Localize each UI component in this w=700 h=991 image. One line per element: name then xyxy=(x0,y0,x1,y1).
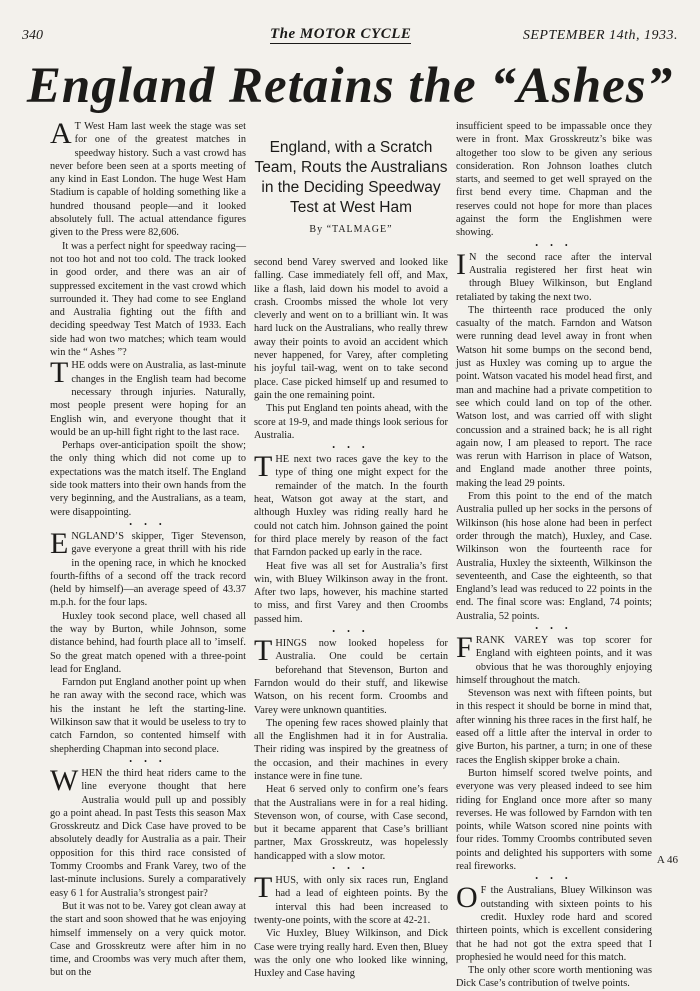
paragraph-text: RANK VAREY was top scorer for England with eighteen points, and it was obvious that he was thoroughly enjoying himself throughout the match. xyxy=(456,634,652,686)
paragraph-text: T West Ham last week the stage was set for one of the greatest matches in speedway history. Such a vast crowd has never before been seen at a sports meeting of any kind in East London. The huge West Ham Stadium is capable of holding something like a hundred thousand people—and it looked absolutely full. The actual attendance figures given to the Press were 82,606. xyxy=(50,121,246,239)
paragraph-text: HE odds were on Australia, as last-minute changes in the English team had become necessary through injuries. Naturally, most people present were hoping for an English win, and everyone thought that it would be an up-hill fight right to the last race. xyxy=(50,360,246,438)
paragraph-text: N the second race after the interval Australia registered her first heat win through Bluey Wilkinson, but England retaliated by taking the next two. xyxy=(456,251,652,303)
paragraph-text: Stevenson was next with fifteen points, but in this respect it should be borne in mind that, after winning his three races in the first half, he eased off a little after the interval in order to give Burton, his partner, a turn; in one of these races the English skipper broke a chain. xyxy=(456,688,652,766)
paragraph xyxy=(456,304,652,490)
article-deck xyxy=(254,138,448,252)
paragraph-text: HE next two races gave the key to the type of thing one might expect for the remainder of the match. In the fourth heat, Watson got away at the start, and although Huxley was riding really hard he could not catch him. Johnson gained the point for third place merely by reason of the fact that Farndon packed up early in the race. xyxy=(254,454,448,559)
section-separator: • • • xyxy=(129,756,167,766)
paragraph xyxy=(456,964,652,991)
paragraph xyxy=(456,120,652,240)
section-separator: • • • xyxy=(535,874,573,884)
byline: By “TALMAGE” xyxy=(309,224,393,235)
paragraph xyxy=(50,117,246,240)
paragraph-text: NGLAND’S skipper, Tiger Stevenson, gave everyone a great thrill with his ride in the opening race, in which he knocked fourth-fifths of a second off the track record (held by himself)—an average speed of 43.37 m.p.h. for the four laps. xyxy=(50,530,246,609)
paragraph-text: The only other score worth mentioning was Dick Case’s contribution of twelve points. xyxy=(456,965,652,990)
paragraph-text: The opening few races showed plainly that all the Englishmen had it in for Australia. Their riding was inspired by the greatness of the occasion, and their machines in every instance were in fine tune. xyxy=(254,717,448,782)
paragraph-text: Vic Huxley, Bluey Wilkinson, and Dick Case were trying really hard. Even then, Bluey was the only one who looked like winning, Huxley and Case having xyxy=(254,928,448,980)
section-separator: • • • xyxy=(332,443,370,453)
paragraph xyxy=(50,763,246,900)
paragraph-text: Heat 6 served only to confirm one’s fears that the Australians were in for a real hiding. Stevenson won, of course, with Case second, but it became apparent that Case’s brilliant partner, Max Grosskreutz, was hopelessly handicapped with a slow motor. xyxy=(254,784,448,862)
paragraph xyxy=(456,767,652,873)
paragraph xyxy=(254,450,448,559)
paragraph xyxy=(50,900,246,980)
article-title: England Retains the “Ashes” xyxy=(26,58,674,114)
section-separator: • • • xyxy=(332,864,370,874)
paragraph-text: HINGS now looked hopeless for Australia. One could be certain beforehand that Stevenson, Burton and Farndon would do their stuff, and likewise Watson, on his recent form. Croombs and Varey were unknown quantities. xyxy=(254,638,448,716)
drop-cap: T xyxy=(254,871,273,905)
paragraph xyxy=(254,717,448,783)
deck-text: England, with a Scratch Team, Routs the Australians in the Deciding Speedway Test at West Ham xyxy=(254,139,448,216)
paragraph xyxy=(50,356,246,439)
paragraph xyxy=(50,676,246,756)
page-reference: A 46 xyxy=(656,854,678,866)
drop-cap: I xyxy=(456,247,466,281)
paragraph xyxy=(456,247,652,304)
paragraph-text: But it was not to be. Varey got clean away at the start and soon showed that he was enjoying himself immensely on a very quick motor. Case and Grosskreutz were after him in no time, and Croombs was very much after them, but on the xyxy=(50,900,246,979)
paragraph-text: Heat five was all set for Australia’s first win, with Bluey Wilkinson away in the front. After two laps, however, his machine started to miss, and first Varey and then Croombs passed him. xyxy=(254,560,448,625)
paragraph xyxy=(50,240,246,360)
paragraph-text: second bend Varey swerved and looked like falling. Case immediately fell off, and Max, like a flash, laid down his model to avoid a crash. Croombs missed the whole lot very cleverly and went on to a brilliant win. It was hard luck on the Australians, who really threw away their points to avoid an accident which never happened, for Varey, after completing his joyful tail-wag, went on to take second place. Case picked himself up and resumed to gain the one remaining point. xyxy=(254,257,448,401)
drop-cap: O xyxy=(456,881,478,915)
paragraph xyxy=(254,634,448,717)
paragraph xyxy=(456,630,652,687)
paragraph xyxy=(50,610,246,676)
paragraph-text: Huxley took second place, well chased all the way by Burton, while Johnson, some distance behind, had fourth place all to ’imself. So the great match opened with a three-point lead for England. xyxy=(50,610,246,675)
paragraph-text: From this point to the end of the match Australia pulled up her socks in the persons of Wilkinson (his hose alone had been in perfect order through the match), Huxley, and Case. Wilkinson won the fourteenth race for Australia, Huxley the sixteenth, Wilkinson the seventeenth, and Case the eighteenth, so that England’s lead was reduced to 22 points in the end. The final score was: England, 74 points; Australia, 52 points. xyxy=(456,491,652,622)
running-header xyxy=(22,28,678,48)
paragraph xyxy=(254,402,448,442)
drop-cap: T xyxy=(50,356,69,390)
column-3 xyxy=(456,120,652,990)
drop-cap: T xyxy=(254,450,273,484)
paragraph-text: insufficient speed to be impassable once they were in front. Max Grosskreutz’s bike was altogether too slow to be given any serious consideration. Ron Johnson loathes clutch starts, and seemed to get well sprayed on the first bend every time. Chapman and the reserves could not hope for more than places against the form the Englishmen were showing. xyxy=(456,121,652,239)
paragraph-text: This put England ten points ahead, with the score at 19-9, and made things look serious for Australia. xyxy=(254,403,448,441)
paragraph-text: HEN the third heat riders came to the line everyone thought that here Australia would pull up and possibly go a point ahead. In past Tests this season Max Grosskreutz and Dick Case have proved to be absolutely deadly for Australia as a pair. Their opposition for this third race consisted of Tommy Croombs and Frank Varey, two of the last-minute inclusions. Surely a comparatively easy 6 1 for Australia’s strongest pair? xyxy=(50,767,246,899)
paragraph xyxy=(50,439,246,519)
paragraph-text: It was a perfect night for speedway racing—not too hot and not too cold. The track looked in good order, and there was an air of suppressed excitement in the vast crowd which surrounded it. They had come to see England and Australia fighting out the fifth and deciding speedway Test Match of 1933. Each side had won two matches; which team would win the “ Ashes ”? xyxy=(50,240,246,359)
page-number: 340 xyxy=(22,28,43,43)
drop-cap: F xyxy=(456,630,473,664)
paragraph xyxy=(456,881,652,964)
section-separator: • • • xyxy=(535,240,573,250)
magazine-masthead: The MOTOR CYCLE xyxy=(270,26,412,42)
section-separator: • • • xyxy=(332,627,370,637)
paragraph-text: The thirteenth race produced the only casualty of the match. Farndon and Watson were running dead level away in front when Watson hit some bumps on the second bend, just as Huxley was coming up to argue the point. Watson vacated his model head first, and man and machine had a private competition to see which could land on top of the other. Watson lost, and was carried off with slight concussion and a strained back; he is all right again now, I am pleased to report. The race was rerun with Harrison in place of Watson, and England made another three points, making the lead 29 points. xyxy=(456,304,652,489)
paragraph-text: Burton himself scored twelve points, and everyone was very pleased indeed to see him riding for England once more after so many reverses. He was followed by Farndon with ten points, while Watson scored nine points with four rides. Tommy Croombs contributed seven points and delighted his supporters with some real fireworks. xyxy=(456,767,652,873)
paragraph-text: HUS, with only six races run, England had a lead of eighteen points. By the interval this had been increased to twenty-one points, with the score at 42-21. xyxy=(254,875,448,926)
paragraph xyxy=(254,256,448,402)
paragraph xyxy=(254,783,448,863)
paragraph xyxy=(254,560,448,626)
column-1 xyxy=(50,117,246,979)
paragraph xyxy=(254,871,448,927)
paragraph-text: Perhaps over-anticipation spoilt the show; the only thing which did not come up to expectations was the match itself. The England side took matters into their own hands from the very beginning, and the Australians, as a team, were disappointing. xyxy=(50,440,246,518)
drop-cap: E xyxy=(50,526,69,560)
drop-cap: T xyxy=(254,634,273,668)
paragraph xyxy=(254,927,448,980)
paragraph xyxy=(456,490,652,623)
paragraph-text: Farndon put England another point up when he ran away with the second race, which was his the instant he left the starting-line. Wilkinson saw that it would be useless to try to catch Farndon, so contented himself with shepherding Chapman into second place. xyxy=(50,677,246,755)
issue-date: SEPTEMBER 14th, 1933. xyxy=(522,28,678,43)
section-separator: • • • xyxy=(129,519,167,529)
drop-cap: W xyxy=(50,763,79,797)
drop-cap: A xyxy=(50,117,72,150)
paragraph xyxy=(50,526,246,610)
paragraph-text: F the Australians, Bluey Wilkinson was outstanding with sixteen points to his credit. Huxley rode hard and scored thirteen points, which is excellent considering that he had not got the extra speed that I prophesied he would need for this match. xyxy=(456,885,652,963)
paragraph xyxy=(456,687,652,767)
section-separator: • • • xyxy=(535,623,573,633)
column-2 xyxy=(254,256,448,980)
